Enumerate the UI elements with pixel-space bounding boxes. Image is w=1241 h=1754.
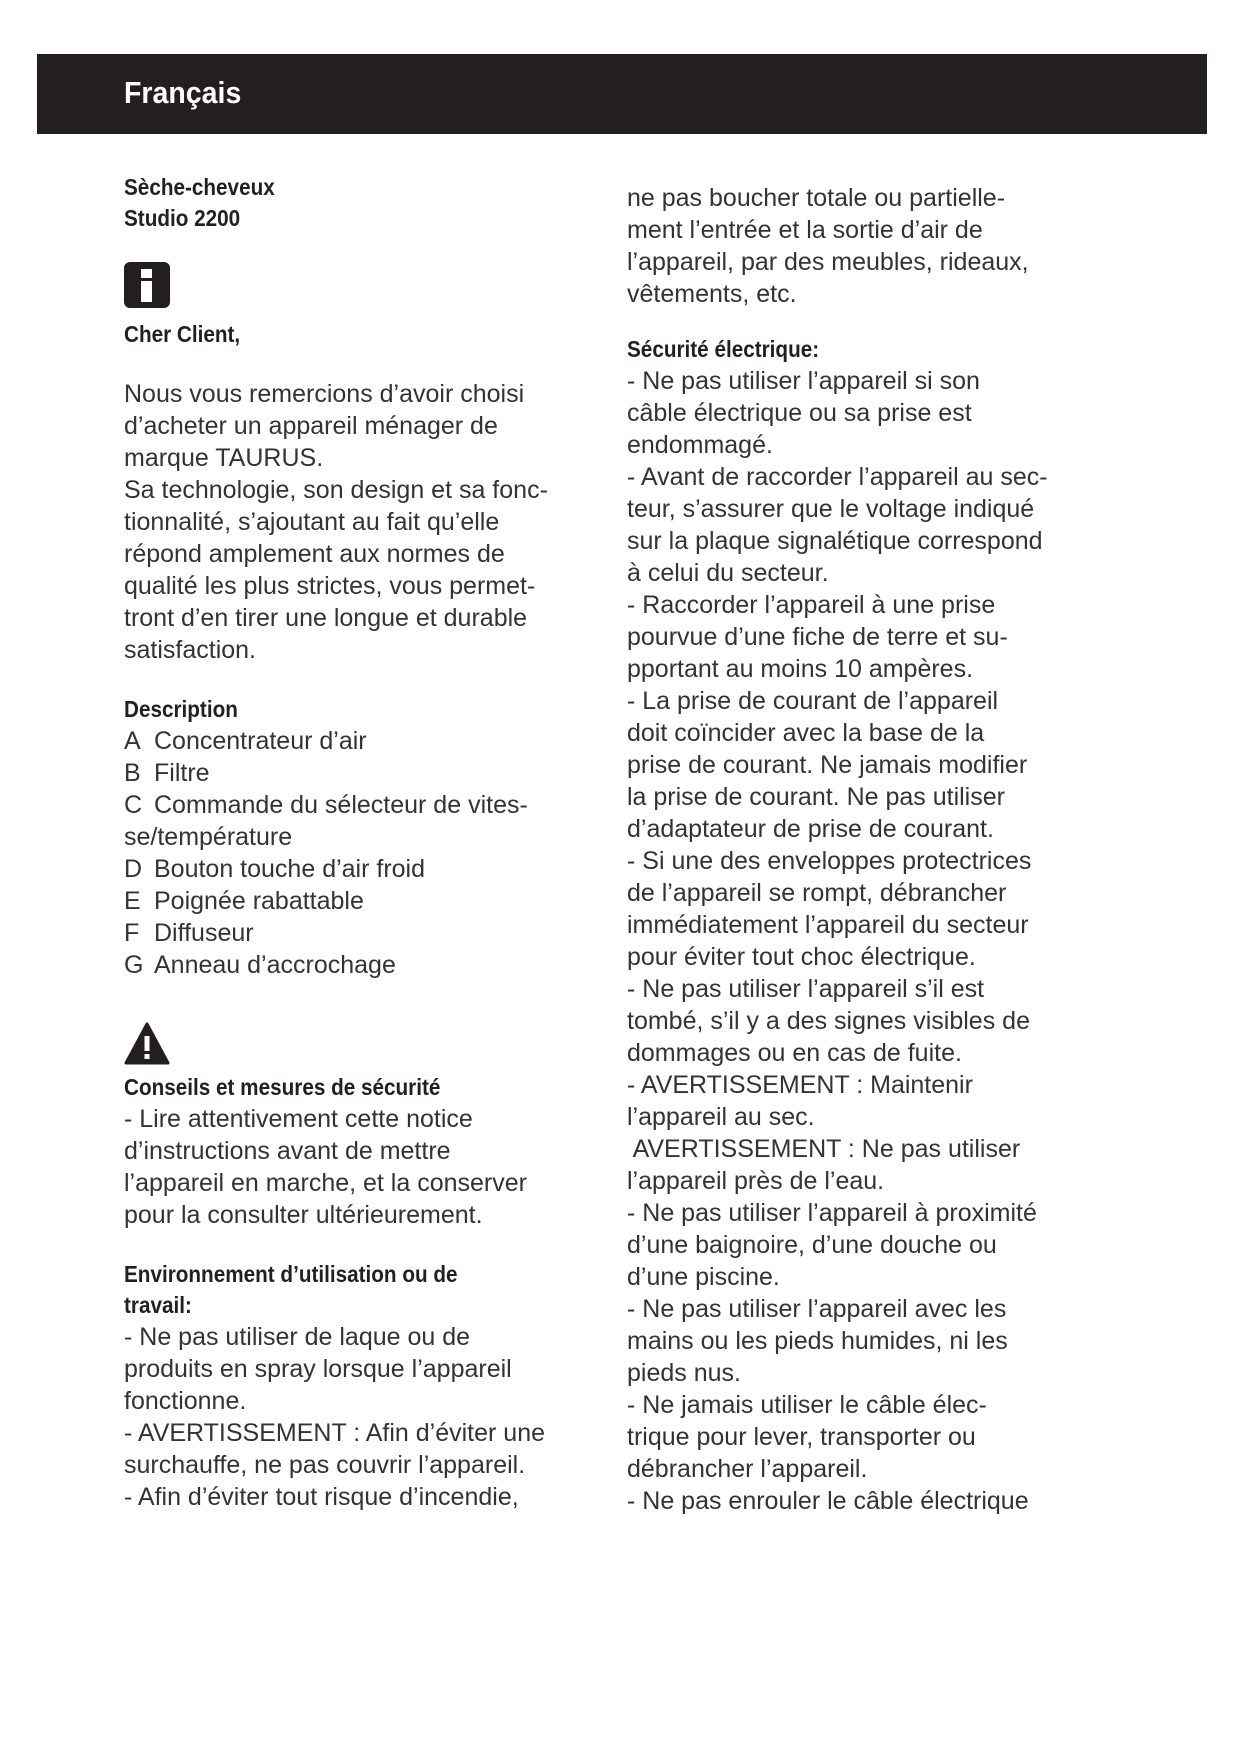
description-item: [124, 725, 594, 757]
electrical-line: doit coïncider avec la base de la: [627, 719, 985, 747]
description-item: [124, 917, 594, 949]
intro-line: marque TAURUS.: [124, 444, 324, 472]
item-letter: F: [124, 919, 140, 947]
language-header-bar: [37, 54, 1207, 134]
item-text: Bouton touche d’air froid: [154, 855, 426, 883]
item-text: se/température: [124, 823, 293, 851]
warning-icon: [124, 1021, 170, 1067]
safety-paragraph: [124, 1103, 594, 1231]
electrical-line: pieds nus.: [627, 1359, 741, 1387]
electrical-line: - Ne pas utiliser l’appareil si son: [627, 367, 980, 395]
item-letter: D: [124, 855, 143, 883]
intro-line: tront d’en tirer une longue et durable: [124, 604, 528, 632]
item-text: Concentrateur d’air: [154, 727, 367, 755]
electrical-line: - Ne pas utiliser l’appareil s’il est: [627, 975, 985, 1003]
electrical-line: l’appareil près de l’eau.: [627, 1167, 885, 1195]
electrical-line: tombé, s’il y a des signes visibles de: [627, 1007, 1030, 1035]
language-title: Français: [124, 75, 242, 110]
electrical-line: dommages ou en cas de fuite.: [627, 1039, 962, 1067]
description-heading: Description: [124, 696, 238, 722]
electrical-line: pour éviter tout choc électrique.: [627, 943, 976, 971]
item-text: Diffuseur: [154, 919, 254, 947]
environment-continued-paragraph: [627, 182, 1097, 310]
electrical-line: d’adaptateur de prise de courant.: [627, 815, 994, 843]
electrical-line: câble électrique ou sa prise est: [627, 399, 972, 427]
left-column: [124, 172, 594, 1513]
electrical-line: - Ne pas utiliser l’appareil avec les: [627, 1295, 1007, 1323]
environment-line: - AVERTISSEMENT : Afin d’éviter une: [124, 1419, 546, 1447]
product-name-line2: Studio 2200: [124, 205, 241, 231]
environment-line: ne pas boucher totale ou partielle-: [627, 184, 1006, 212]
intro-line: Nous vous remercions d’avoir choisi: [124, 380, 525, 408]
electrical-line: - Ne jamais utiliser le câble élec-: [627, 1391, 987, 1419]
electrical-line: débrancher l’appareil.: [627, 1455, 868, 1483]
greeting: Cher Client,: [124, 321, 241, 347]
safety-line: d’instructions avant de mettre: [124, 1137, 451, 1165]
safety-line: l’appareil en marche, et la conserver: [124, 1169, 527, 1197]
electrical-line: à celui du secteur.: [627, 559, 829, 587]
intro-line: Sa technologie, son design et sa fonc-: [124, 476, 548, 504]
intro-line: satisfaction.: [124, 636, 257, 664]
environment-line: - Ne pas utiliser de laque ou de: [124, 1323, 471, 1351]
description-item: [124, 949, 594, 981]
safety-heading: Conseils et mesures de sécurité: [124, 1074, 441, 1100]
product-name-line1: Sèche-cheveux: [124, 174, 275, 200]
electrical-line: pportant au moins 10 ampères.: [627, 655, 974, 683]
electrical-line: endommagé.: [627, 431, 773, 459]
environment-line: vêtements, etc.: [627, 280, 797, 308]
right-column: [627, 182, 1097, 1517]
environment-line: - Afin d’éviter tout risque d’incendie,: [124, 1483, 519, 1511]
description-item: [124, 789, 594, 821]
item-text: Anneau d’accrochage: [154, 951, 396, 979]
item-letter: C: [124, 791, 143, 819]
intro-paragraph: [124, 378, 594, 666]
electrical-line: l’appareil au sec.: [627, 1103, 815, 1131]
electrical-line: - Ne pas utiliser l’appareil à proximité: [627, 1199, 1037, 1227]
electrical-line: - Raccorder l’appareil à une prise: [627, 591, 996, 619]
environment-line: fonctionne.: [124, 1387, 247, 1415]
environment-line: ment l’entrée et la sortie d’air de: [627, 216, 983, 244]
description-item: [124, 821, 594, 853]
electrical-line: de l’appareil se rompt, débrancher: [627, 879, 1007, 907]
description-item: [124, 757, 594, 789]
item-text: Commande du sélecteur de vites-: [154, 791, 528, 819]
item-letter: A: [124, 727, 141, 755]
item-text: Poignée rabattable: [154, 887, 364, 915]
electrical-line: sur la plaque signalétique correspond: [627, 527, 1043, 555]
electrical-line: d’une piscine.: [627, 1263, 780, 1291]
environment-heading: Environnement d’utilisation ou de: [124, 1261, 458, 1287]
safety-line: pour la consulter ultérieurement.: [124, 1201, 483, 1229]
electrical-line: pourvue d’une fiche de terre et su-: [627, 623, 1008, 651]
description-item: [124, 853, 594, 885]
electrical-line: prise de courant. Ne jamais modifier: [627, 751, 1028, 779]
electrical-line: - Avant de raccorder l’appareil au sec-: [627, 463, 1048, 491]
environment-line: produits en spray lorsque l’appareil: [124, 1355, 512, 1383]
info-icon: [124, 262, 170, 308]
intro-line: qualité les plus strictes, vous permet-: [124, 572, 536, 600]
electrical-line: immédiatement l’appareil du secteur: [627, 911, 1029, 939]
description-list: [124, 725, 594, 981]
environment-paragraph: [124, 1321, 594, 1513]
item-text: Filtre: [154, 759, 210, 787]
intro-line: tionnalité, s’ajoutant au fait qu’elle: [124, 508, 500, 536]
electrical-heading: Sécurité électrique:: [627, 336, 820, 362]
electrical-paragraph: [627, 365, 1097, 1517]
item-letter: E: [124, 887, 141, 915]
safety-line: - Lire attentivement cette notice: [124, 1105, 473, 1133]
electrical-line: trique pour lever, transporter ou: [627, 1423, 976, 1451]
electrical-line: AVERTISSEMENT : Ne pas utiliser: [627, 1135, 1021, 1163]
electrical-line: la prise de courant. Ne pas utiliser: [627, 783, 1005, 811]
description-item: [124, 885, 594, 917]
item-letter: G: [124, 951, 144, 979]
item-letter: B: [124, 759, 141, 787]
electrical-line: - Ne pas enrouler le câble électrique: [627, 1487, 1029, 1515]
intro-line: d’acheter un appareil ménager de: [124, 412, 498, 440]
environment-line: surchauffe, ne pas couvrir l’appareil.: [124, 1451, 526, 1479]
environment-heading: travail:: [124, 1292, 192, 1318]
electrical-line: - AVERTISSEMENT : Maintenir: [627, 1071, 973, 1099]
electrical-line: mains ou les pieds humides, ni les: [627, 1327, 1008, 1355]
electrical-line: - Si une des enveloppes protectrices: [627, 847, 1032, 875]
electrical-line: d’une baignoire, d’une douche ou: [627, 1231, 997, 1259]
environment-line: l’appareil, par des meubles, rideaux,: [627, 248, 1029, 276]
electrical-line: - La prise de courant de l’appareil: [627, 687, 999, 715]
electrical-line: teur, s’assurer que le voltage indiqué: [627, 495, 1035, 523]
intro-line: répond amplement aux normes de: [124, 540, 505, 568]
